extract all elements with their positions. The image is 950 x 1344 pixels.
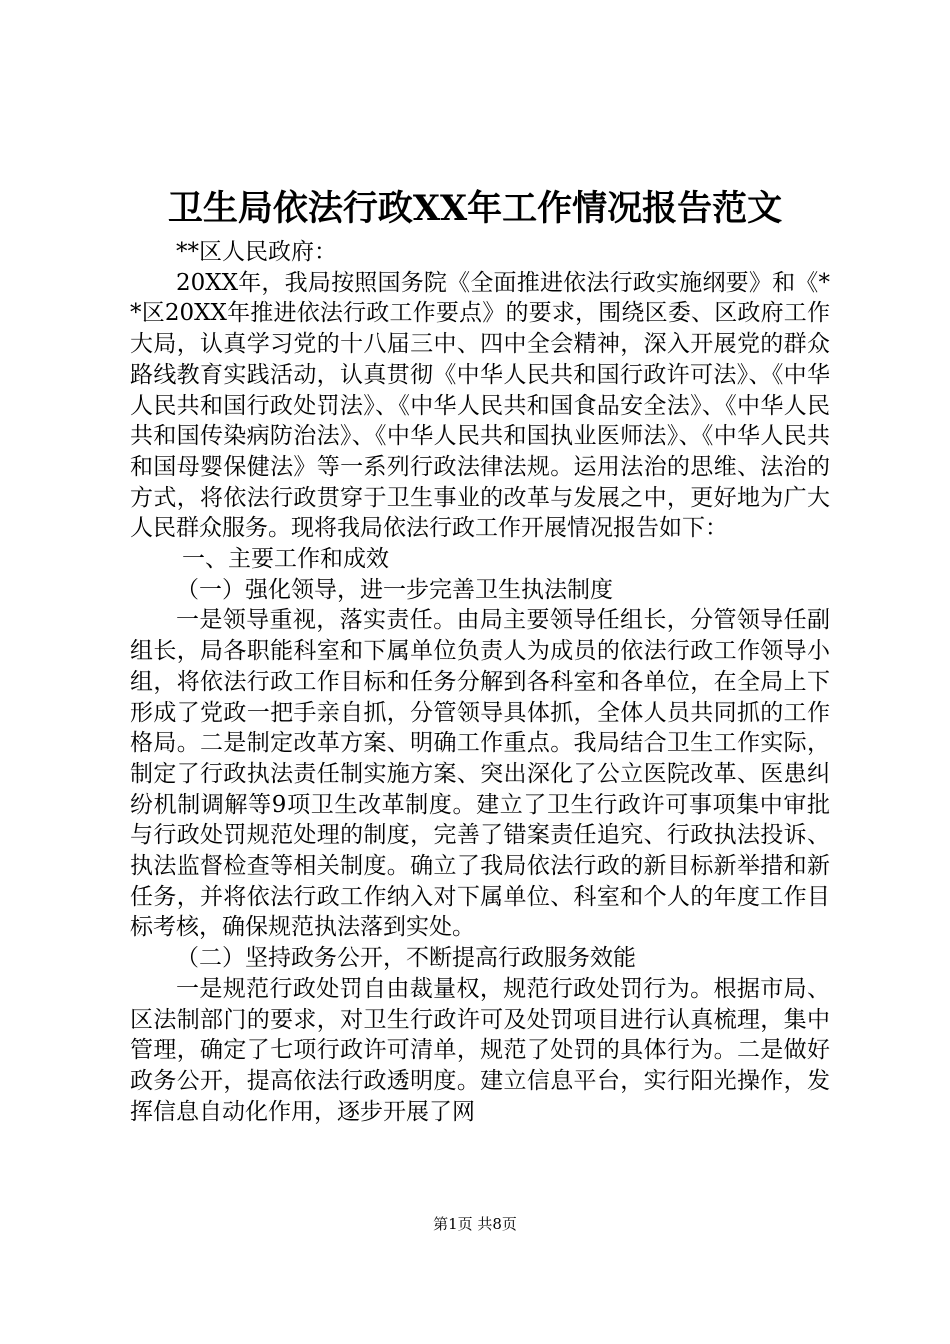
section-heading: 一、主要工作和成效 xyxy=(182,546,389,573)
salutation: **区人民政府： xyxy=(176,239,337,265)
paragraph-leadership: 一是领导重视，落实责任。由局主要领导任组长，分管领导任副组长，局各职能科室和下属单位负责人为成员的依法行政工作领导小组，将依法行政工作目标和任务分解到各科室和各单位，在全局上下形成了党政一把手亲自抓，分管领导具体抓，全体人员共同抓的工作格局。二是制定改革方案、明确工作重点。我局结合卫生工作实际，制定了行政执法责任制实施方案、突出深化了公立医院改革、医患纠纷机制调解等9项卫生改革制度。建立了卫生行政许可事项集中审批与行政处罚规范处理的制度，完善了错案责任追究、行政执法投诉、执法监督检查等相关制度。确立了我局依法行政的新目标新举措和新任务，并将依法行政工作纳入对下属单位、科室和个人的年度工作目标考核，确保规范执法落到实处。 xyxy=(130,607,830,941)
document-body xyxy=(130,237,830,1127)
paragraph-transparency: 一是规范行政处罚自由裁量权，规范行政处罚行为。根据市局、区法制部门的要求，对卫生行政许可及处罚项目进行认真梳理，集中管理，确定了七项行政许可清单，规范了处罚的具体行为。二是做好政务公开，提高依法行政透明度。建立信息平台，实行阳光操作，发挥信息自动化作用，逐步开展了网 xyxy=(130,975,830,1125)
document-title: 卫生局依法行政XX年工作情况报告范文 xyxy=(167,188,783,229)
subsection-heading-2: （二）坚持政务公开，不断提高行政服务效能 xyxy=(176,945,636,972)
paragraph-intro: 20XX年，我局按照国务院《全面推进依法行政实施纲要》和《**区20XX年推进依法行政工作要点》的要求，围绕区委、区政府工作大局，认真学习党的十八届三中、四中全会精神，深入开展党的群众路线教育实践活动，认真贯彻《中华人民共和国行政许可法》、《中华人民共和国行政处罚法》、《中华人民共和国食品安全法》、《中华人民共和国传染病防治法》、《中华人民共和国执业医师法》、《中华人民共和国母婴保健法》等一系列行政法律法规。运用法治的思维、法治的方式，将依法行政贯穿于卫生事业的改革与发展之中，更好地为广大人民群众服务。现将我局依法行政工作开展情况报告如下： xyxy=(130,269,830,542)
page-footer: 第1页 共8页 xyxy=(433,1215,517,1233)
subsection-heading-1: （一）强化领导，进一步完善卫生执法制度 xyxy=(176,576,613,603)
